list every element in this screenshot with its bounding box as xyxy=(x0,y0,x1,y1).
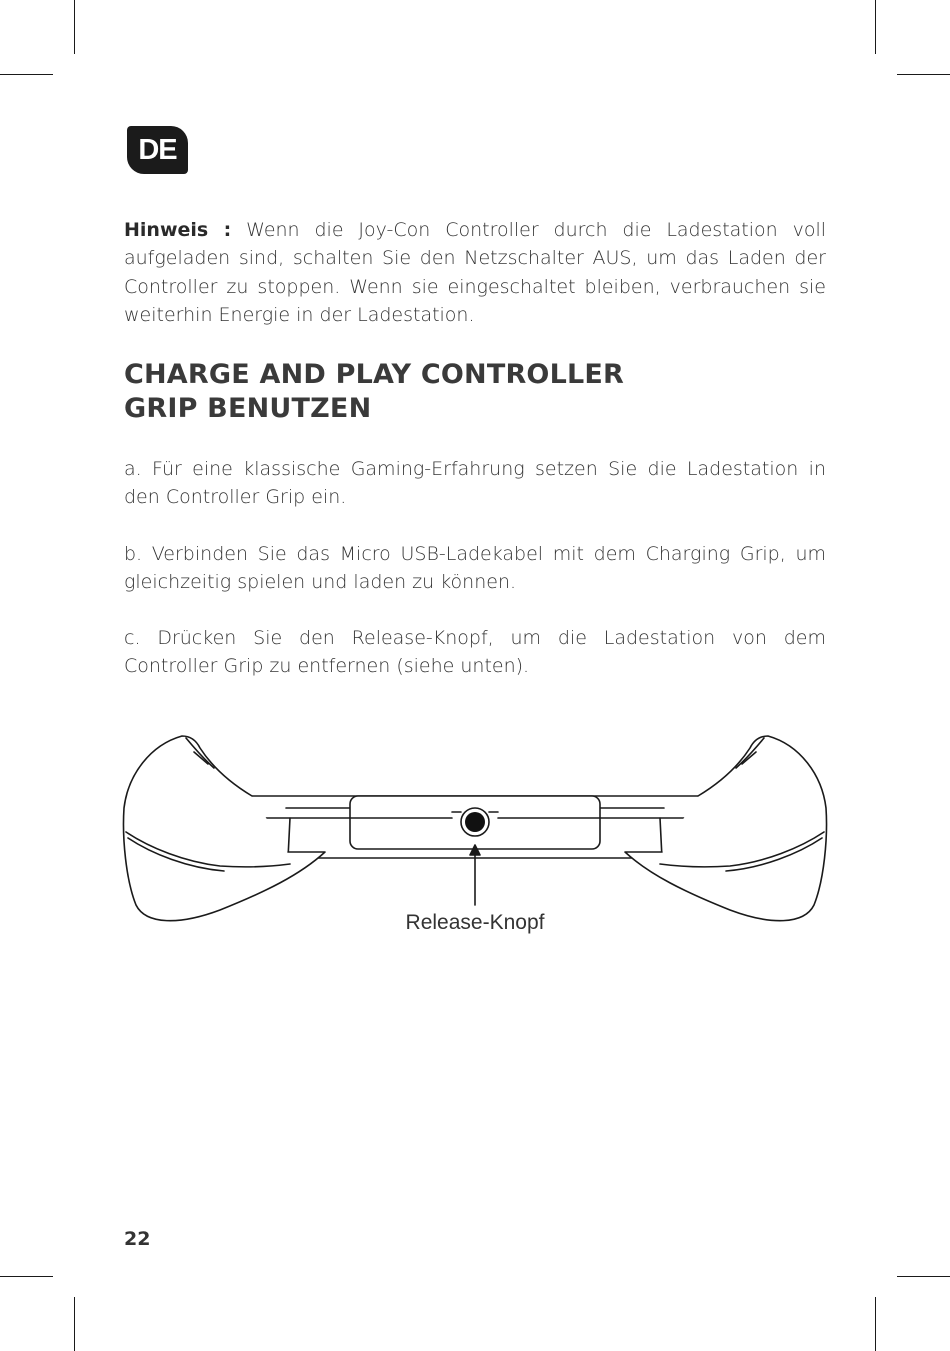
crop-mark-top-right-horizontal xyxy=(897,74,950,75)
crop-mark-top-left-vertical xyxy=(74,0,75,54)
step-b: b. Verbinden Sie das Micro USB-Ladekabel mit dem Charging Grip, um gleichzeitig spielen und laden zu können. xyxy=(124,543,826,594)
section-heading-line1: CHARGE AND PLAY CONTROLLER xyxy=(124,359,625,390)
crop-mark-bottom-right-horizontal xyxy=(897,1276,950,1277)
section-heading-line2: GRIP BENUTZEN xyxy=(124,393,372,424)
note-text: Wenn die Joy-Con Controller durch die Ladestation voll aufgeladen sind, schalten Sie den Netzschalter AUS, um das Laden der Controller zu stoppen. Wenn sie eingeschaltet bleiben, verbrauchen sie weiterhin Energie in der Ladestation. xyxy=(124,219,826,327)
step-a: a. Für eine klassische Gaming-Erfahrung setzen Sie die Ladestation in den Controller Grip ein. xyxy=(124,458,826,509)
page-number: 22 xyxy=(124,1228,151,1250)
release-button-caption: Release-Knopf xyxy=(405,911,545,934)
crop-mark-bottom-right-vertical xyxy=(875,1297,876,1351)
note-label: Hinweis : xyxy=(124,219,232,241)
section-heading xyxy=(124,358,826,426)
step-c: c. Drücken Sie den Release-Knopf, um die Ladestation von dem Controller Grip zu entfernen (siehe unten). xyxy=(124,627,826,678)
language-badge: DE xyxy=(127,126,188,174)
crop-mark-top-right-vertical xyxy=(875,0,876,54)
crop-mark-bottom-left-horizontal xyxy=(0,1276,53,1277)
crop-mark-bottom-left-vertical xyxy=(74,1297,75,1351)
crop-mark-top-left-horizontal xyxy=(0,74,53,75)
note-paragraph xyxy=(124,216,826,330)
